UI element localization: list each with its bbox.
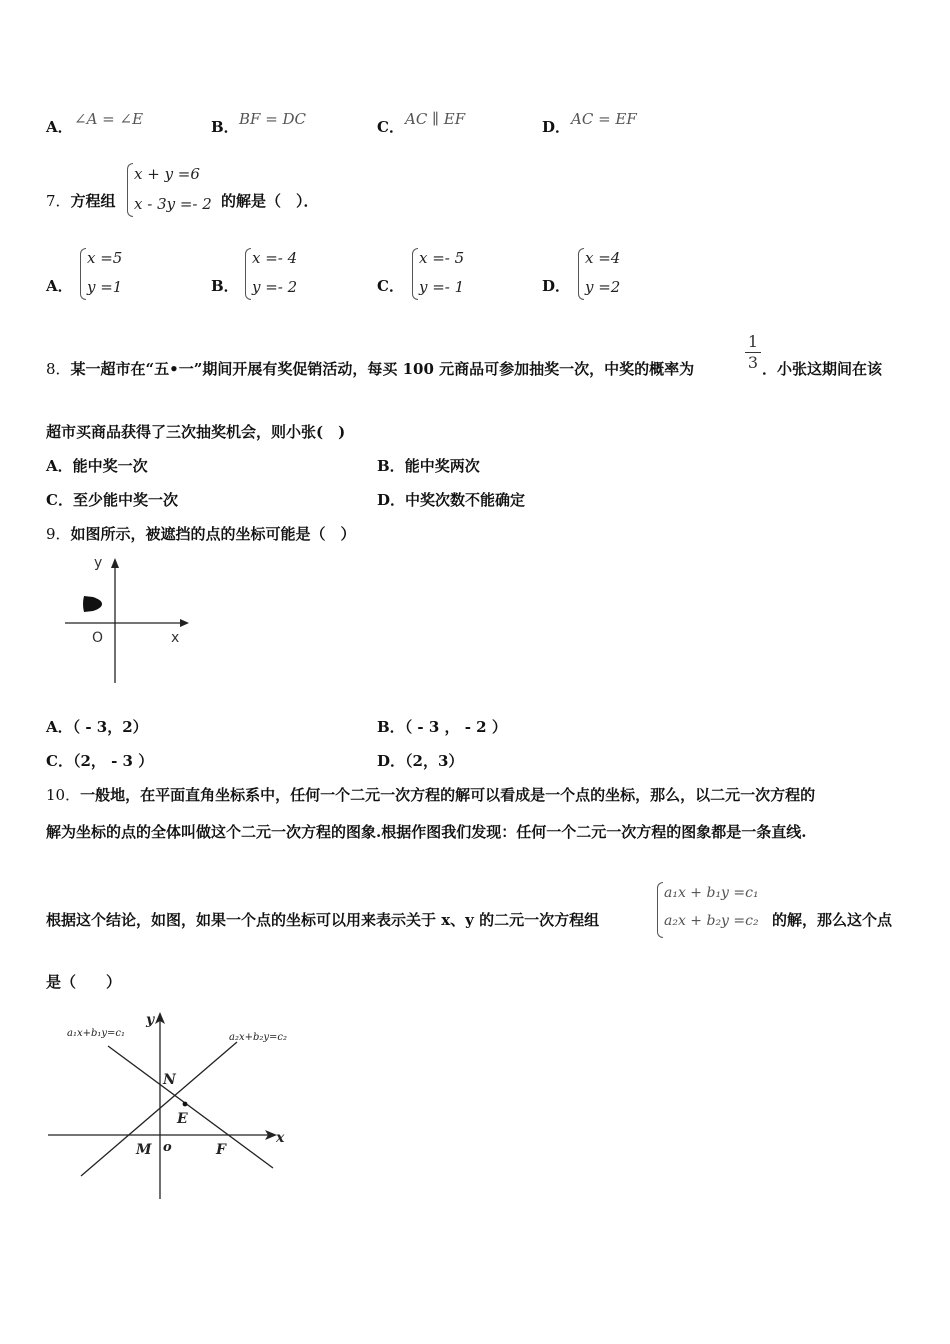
q9-option-d: D．（2，3） xyxy=(377,752,464,770)
q6-option-d-letter: D． xyxy=(542,118,571,136)
q10-e-label: E xyxy=(177,1111,188,1127)
q7-stem xyxy=(46,190,116,211)
q10-line1-label: a₁x+b₁y=c₁ xyxy=(67,1028,126,1039)
q7-option-a-line1: x =5 xyxy=(87,249,123,267)
q10-eq1: a₁x + b₁y =c₁ xyxy=(664,885,759,901)
q9-number: 9． xyxy=(46,525,71,543)
q10-line-1 xyxy=(108,1046,273,1168)
q8-option-d: D．中奖次数不能确定 xyxy=(377,491,526,509)
q10-line1-text: 一般地，在平面直角坐标系中，任何一个二元一次方程的解可以看成是一个点的坐标，那么，以二元一次方程的 xyxy=(80,786,816,804)
q9-y-arrow xyxy=(111,558,119,568)
q7-eq1: x + y =6 xyxy=(134,165,200,183)
q7-system-brace xyxy=(127,163,133,217)
q7-option-d-line1: x =4 xyxy=(585,249,621,267)
q7-option-b-line1: x =- 4 xyxy=(252,249,298,267)
q10-line3-post: 的解，那么这个点 xyxy=(772,911,893,929)
q7-stem-pre: 方程组 xyxy=(70,192,116,210)
q9-origin-label: O xyxy=(92,630,104,646)
q9-hidden-point-blob xyxy=(83,596,102,612)
q7-option-d-line2: y =2 xyxy=(585,278,621,296)
q9-coordinate-figure xyxy=(55,550,200,690)
q8-frac-numerator: 1 xyxy=(747,332,759,351)
q7-number: 7． xyxy=(46,192,71,210)
q7-option-c-brace xyxy=(412,248,418,300)
q10-number: 10． xyxy=(46,786,81,804)
q7-option-b-line2: y =- 2 xyxy=(252,278,298,296)
q10-line3-pre: 根据这个结论，如图，如果一个点的坐标可以用来表示关于 x、y 的二元一次方程组 xyxy=(46,911,600,929)
q10-x-label: x xyxy=(276,1130,285,1146)
q9-option-a: A．（ - 3，2） xyxy=(46,718,148,736)
q10-f-label: F xyxy=(216,1142,226,1158)
q6-option-b-expr: BF = DC xyxy=(239,110,307,128)
q10-line2-label: a₂x+b₂y=c₂ xyxy=(229,1032,288,1043)
q6-option-a-letter: A． xyxy=(46,118,73,136)
q7-eq2: x - 3y =- 2 xyxy=(134,195,212,213)
q10-line-2 xyxy=(81,1042,237,1176)
q6-option-c-expr: AC ∥ EF xyxy=(405,110,466,128)
q9-y-label: y xyxy=(94,555,103,571)
q7-option-a-brace xyxy=(80,248,86,300)
q7-option-b-brace xyxy=(245,248,251,300)
q7-option-c-line2: y =- 1 xyxy=(419,278,465,296)
q6-option-d-expr: AC = EF xyxy=(571,110,637,128)
q8-number: 8． xyxy=(46,360,71,378)
q7-stem-post: 的解是（ ）． xyxy=(221,192,319,210)
q10-m-label: M xyxy=(136,1142,152,1158)
q8-stem-line1 xyxy=(46,358,694,379)
q10-o-label: o xyxy=(163,1140,172,1155)
q10-line2: 解为坐标的点的全体叫做这个二元一次方程的图象.根据作图我们发现：任何一个二元一次方程的图象都是一条直线. xyxy=(46,823,807,841)
q7-option-b-letter: B． xyxy=(211,277,239,295)
q8-stem-line2: 超市买商品获得了三次抽奖机会，则小张( ) xyxy=(46,423,346,441)
q9-x-arrow xyxy=(180,619,189,627)
q10-point-e xyxy=(183,1102,188,1107)
q10-line1 xyxy=(46,784,815,805)
q7-option-d-brace xyxy=(578,248,584,300)
q7-option-c-line1: x =- 5 xyxy=(419,249,465,267)
q7-option-c-letter: C． xyxy=(377,277,404,295)
q6-option-b-letter: B． xyxy=(211,118,239,136)
q8-option-a: A．能中奖一次 xyxy=(46,457,148,475)
q10-n-label: N xyxy=(163,1072,176,1088)
q7-option-a-line2: y =1 xyxy=(87,278,123,296)
q9-stem xyxy=(46,523,356,544)
q10-lines-figure xyxy=(45,1008,305,1203)
q8-option-b: B．能中奖两次 xyxy=(377,457,480,475)
q10-line4: 是（ ） xyxy=(46,973,122,991)
q9-x-label: x xyxy=(171,630,180,646)
q8-stem-post: ．小张这期间在该 xyxy=(762,360,883,378)
q8-frac-denominator: 3 xyxy=(747,353,759,372)
q10-system-brace xyxy=(657,882,663,938)
q7-option-a-letter: A． xyxy=(46,277,73,295)
q10-y-label: y xyxy=(146,1012,155,1028)
q9-option-c: C．（2， - 3 ） xyxy=(46,752,154,770)
q7-option-d-letter: D． xyxy=(542,277,571,295)
q8-option-c: C．至少能中奖一次 xyxy=(46,491,178,509)
q8-probability-fraction xyxy=(745,333,761,372)
q9-option-b: B．（ - 3 ， - 2 ） xyxy=(377,718,507,736)
q9-stem-text: 如图所示，被遮挡的点的坐标可能是（ ） xyxy=(70,525,356,543)
q10-eq2: a₂x + b₂y =c₂ xyxy=(664,913,759,929)
q8-stem-pre: 某一超市在“五•一”期间开展有奖促销活动，每买 100 元商品可参加抽奖一次，中奖的概率为 xyxy=(70,360,695,378)
q6-option-a-expr: ∠A = ∠E xyxy=(74,110,144,128)
q6-option-c-letter: C． xyxy=(377,118,404,136)
